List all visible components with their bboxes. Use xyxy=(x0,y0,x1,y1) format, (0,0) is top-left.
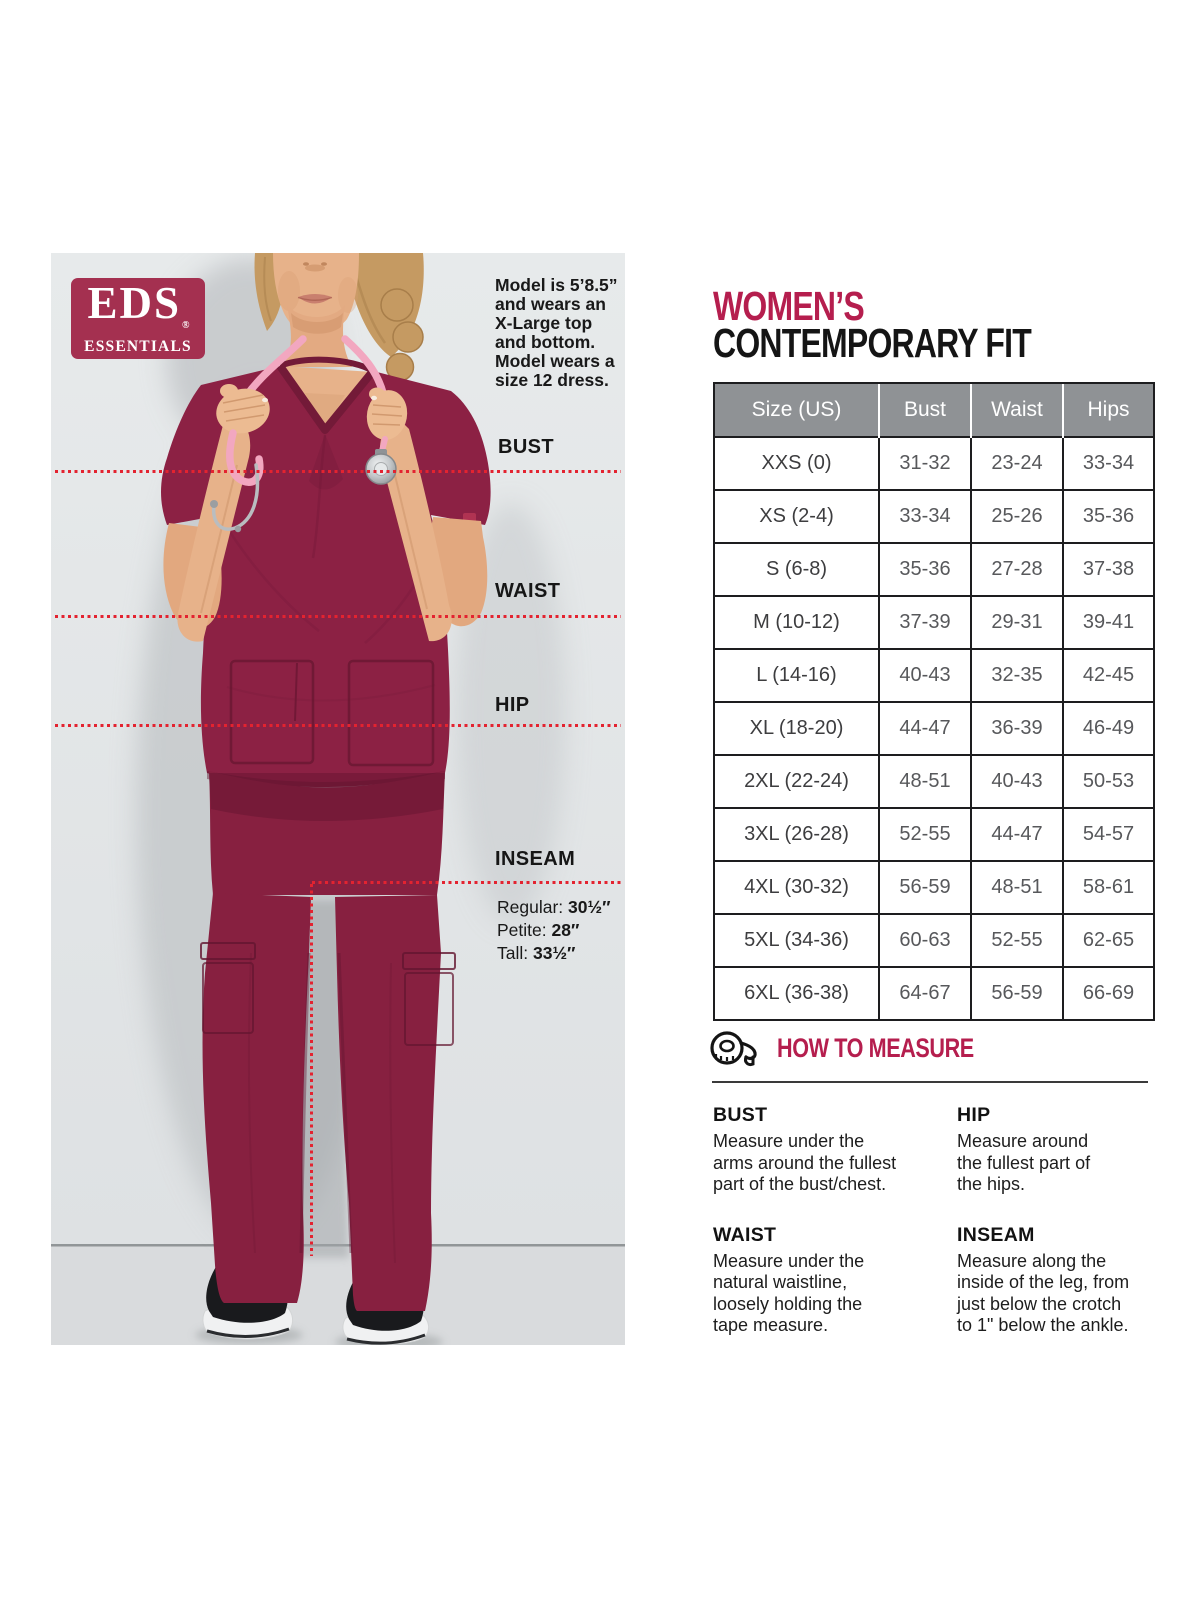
waist-label: WAIST xyxy=(495,580,561,602)
waist-cell: 27-28 xyxy=(971,543,1063,596)
column-header-bust: Bust xyxy=(879,383,971,437)
waist-guide-line xyxy=(55,615,621,618)
table-row xyxy=(714,596,1154,649)
table-row xyxy=(714,490,1154,543)
table-row xyxy=(714,702,1154,755)
size-chart-title-line2: CONTEMPORARY FIT xyxy=(713,320,1031,366)
bust-guide-line xyxy=(55,470,621,473)
table-row xyxy=(714,649,1154,702)
bust-cell: 37-39 xyxy=(879,596,971,649)
size-cell: XXS (0) xyxy=(714,437,879,490)
bust-cell: 60-63 xyxy=(879,914,971,967)
hip-label: HIP xyxy=(495,694,530,716)
size-chart-title-line1: WOMEN’S xyxy=(713,283,864,329)
table-row xyxy=(714,914,1154,967)
measure-column-right xyxy=(957,1104,1162,1337)
waist-cell: 29-31 xyxy=(971,596,1063,649)
column-header-hips: Hips xyxy=(1063,383,1154,437)
size-table xyxy=(713,382,1155,1021)
size-chart-title xyxy=(713,283,1121,366)
model-note: Model is 5’8.5” and wears an X-Large top and bottom. Model wears a size 12 dress. xyxy=(495,275,618,390)
size-cell: XL (18-20) xyxy=(714,702,879,755)
size-cell: 5XL (34-36) xyxy=(714,914,879,967)
bust-cell: 35-36 xyxy=(879,543,971,596)
how-to-measure-title: HOW TO MEASURE xyxy=(777,1033,974,1063)
size-cell: L (14-16) xyxy=(714,649,879,702)
model-photo-panel xyxy=(51,253,625,1345)
bust-cell: 33-34 xyxy=(879,490,971,543)
bust-cell: 52-55 xyxy=(879,808,971,861)
size-table-header-row xyxy=(714,383,1154,437)
bust-cell: 44-47 xyxy=(879,702,971,755)
divider-rule xyxy=(712,1081,1148,1083)
section-heading: WAIST xyxy=(713,1223,777,1246)
size-cell: M (10-12) xyxy=(714,596,879,649)
hip-guide-line xyxy=(55,724,621,727)
brand-logo xyxy=(71,278,205,359)
table-row xyxy=(714,808,1154,861)
measure-section-waist: WAIST Measure under the natural waistline, loosely holding the tape measure. xyxy=(713,1224,965,1337)
waist-cell: 56-59 xyxy=(971,967,1063,1020)
inseam-options xyxy=(497,896,610,965)
column-header-size: Size (US) xyxy=(714,383,879,437)
hips-cell: 37-38 xyxy=(1063,543,1154,596)
size-cell: XS (2-4) xyxy=(714,490,879,543)
inseam-label: INSEAM xyxy=(495,848,576,870)
bust-cell: 64-67 xyxy=(879,967,971,1020)
measure-section-bust: BUST Measure under the arms around the fullest part of the bust/chest. xyxy=(713,1104,965,1196)
hips-cell: 46-49 xyxy=(1063,702,1154,755)
brand-logo-subtext: ESSENTIALS xyxy=(84,337,192,355)
waist-cell: 36-39 xyxy=(971,702,1063,755)
bust-cell: 48-51 xyxy=(879,755,971,808)
registered-mark: ® xyxy=(182,319,190,331)
table-row xyxy=(714,967,1154,1020)
hips-cell: 62-65 xyxy=(1063,914,1154,967)
waist-cell: 25-26 xyxy=(971,490,1063,543)
waist-cell: 40-43 xyxy=(971,755,1063,808)
hips-cell: 33-34 xyxy=(1063,437,1154,490)
measure-column-left xyxy=(713,1104,965,1337)
hips-cell: 35-36 xyxy=(1063,490,1154,543)
hips-cell: 58-61 xyxy=(1063,861,1154,914)
tape-measure-icon xyxy=(708,1029,768,1074)
waist-cell: 23-24 xyxy=(971,437,1063,490)
size-cell: 4XL (30-32) xyxy=(714,861,879,914)
inseam-petite: Petite: 28″ xyxy=(497,920,580,940)
table-row xyxy=(714,543,1154,596)
bust-cell: 31-32 xyxy=(879,437,971,490)
inseam-vertical-guide-line xyxy=(310,884,313,1256)
brand-logo-text: $EDS_®$ xyxy=(87,277,190,331)
inseam-regular: Regular: 30½″ xyxy=(497,897,611,917)
hips-cell: 54-57 xyxy=(1063,808,1154,861)
model-figure xyxy=(51,253,625,1345)
table-row xyxy=(714,755,1154,808)
inseam-tall: Tall: 33½″ xyxy=(497,943,576,963)
waist-cell: 48-51 xyxy=(971,861,1063,914)
floor xyxy=(51,1245,625,1345)
inseam-guide-line xyxy=(312,881,621,884)
section-heading: INSEAM xyxy=(957,1223,1035,1246)
measure-section-inseam: INSEAM Measure along the inside of the leg, from just below the crotch to 1" below the ankle. xyxy=(957,1224,1162,1337)
hips-cell: 39-41 xyxy=(1063,596,1154,649)
waist-cell: 32-35 xyxy=(971,649,1063,702)
hips-cell: 50-53 xyxy=(1063,755,1154,808)
size-cell: 6XL (36-38) xyxy=(714,967,879,1020)
waist-cell: 44-47 xyxy=(971,808,1063,861)
bust-label: BUST xyxy=(498,436,555,458)
section-heading: HIP xyxy=(957,1104,991,1126)
column-header-waist: Waist xyxy=(971,383,1063,437)
size-cell: 3XL (26-28) xyxy=(714,808,879,861)
section-heading: BUST xyxy=(713,1104,768,1126)
size-cell: S (6-8) xyxy=(714,543,879,596)
size-cell: 2XL (22-24) xyxy=(714,755,879,808)
bust-cell: 56-59 xyxy=(879,861,971,914)
table-row xyxy=(714,437,1154,490)
hips-cell: 66-69 xyxy=(1063,967,1154,1020)
bust-cell: 40-43 xyxy=(879,649,971,702)
hips-cell: 42-45 xyxy=(1063,649,1154,702)
measure-section-hip: HIP Measure around the fullest part of the hips. xyxy=(957,1104,1162,1196)
table-row xyxy=(714,861,1154,914)
waist-cell: 52-55 xyxy=(971,914,1063,967)
